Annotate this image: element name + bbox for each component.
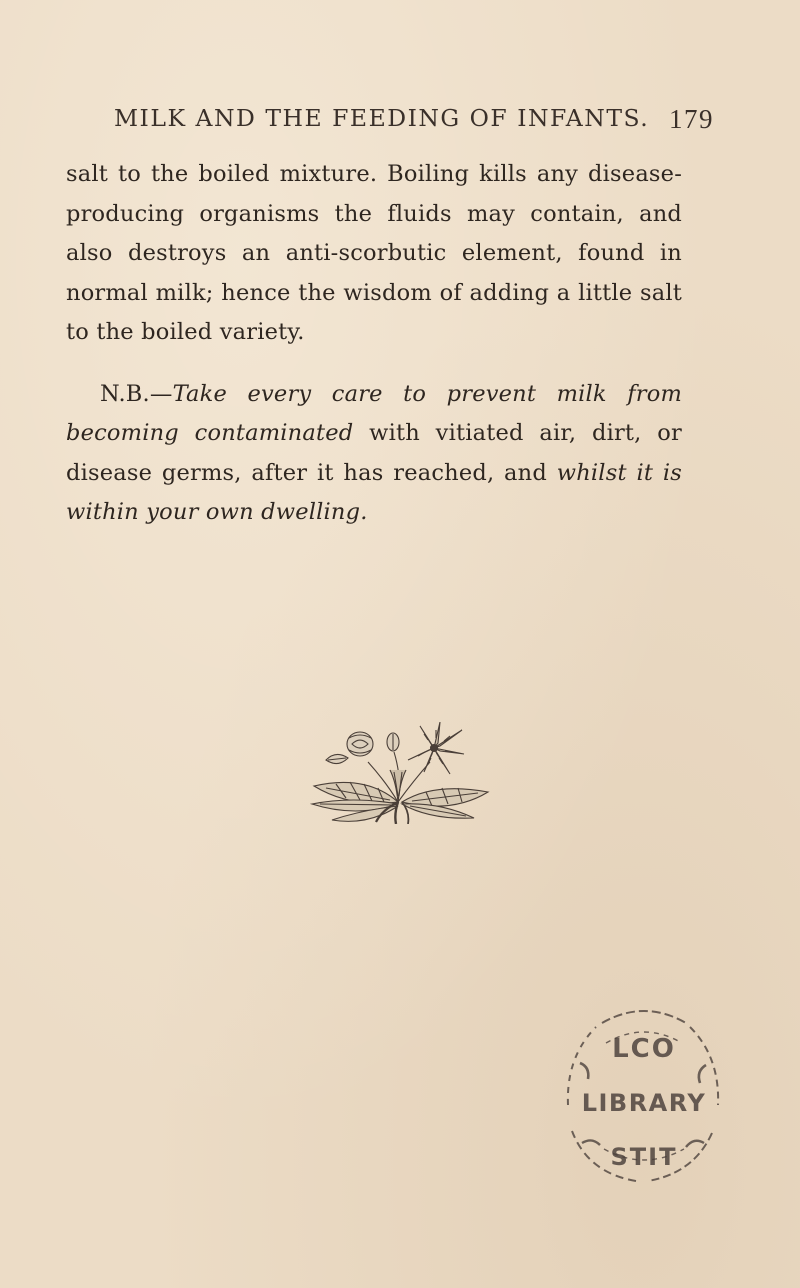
nb-italic-1: Take every care to prevent milk from becoming contaminated [66,380,682,446]
stamp-bottom-arc-text: STIT [610,1143,678,1171]
paragraph-nota-bene [66,375,682,533]
nb-italic-2: whilst it is within your own dwelling. [66,459,683,525]
floral-tailpiece-icon [306,722,492,824]
running-head [114,104,714,140]
running-title: MILK AND THE FEEDING OF INFANTS. [114,104,650,132]
library-stamp-icon [562,1005,727,1190]
nb-roman-1: with vitiated air, dirt, or disease germs, after it has reached, and [66,420,682,486]
page-number: 179 [669,104,714,134]
nb-lead: N.B.— [100,380,173,407]
paragraph-boiled-mixture: salt to the boiled mixture. Boiling kills any disease-producing organisms the fluids may contain, and also destroys an anti-scorbutic element, found in normal milk; hence the wisdom of adding a little salt to the boiled variety. [66,161,682,345]
body-text [66,155,682,533]
stamp-library-text: LIBRARY [581,1089,707,1117]
stamp-top-arc-text: LCO [612,1034,676,1064]
